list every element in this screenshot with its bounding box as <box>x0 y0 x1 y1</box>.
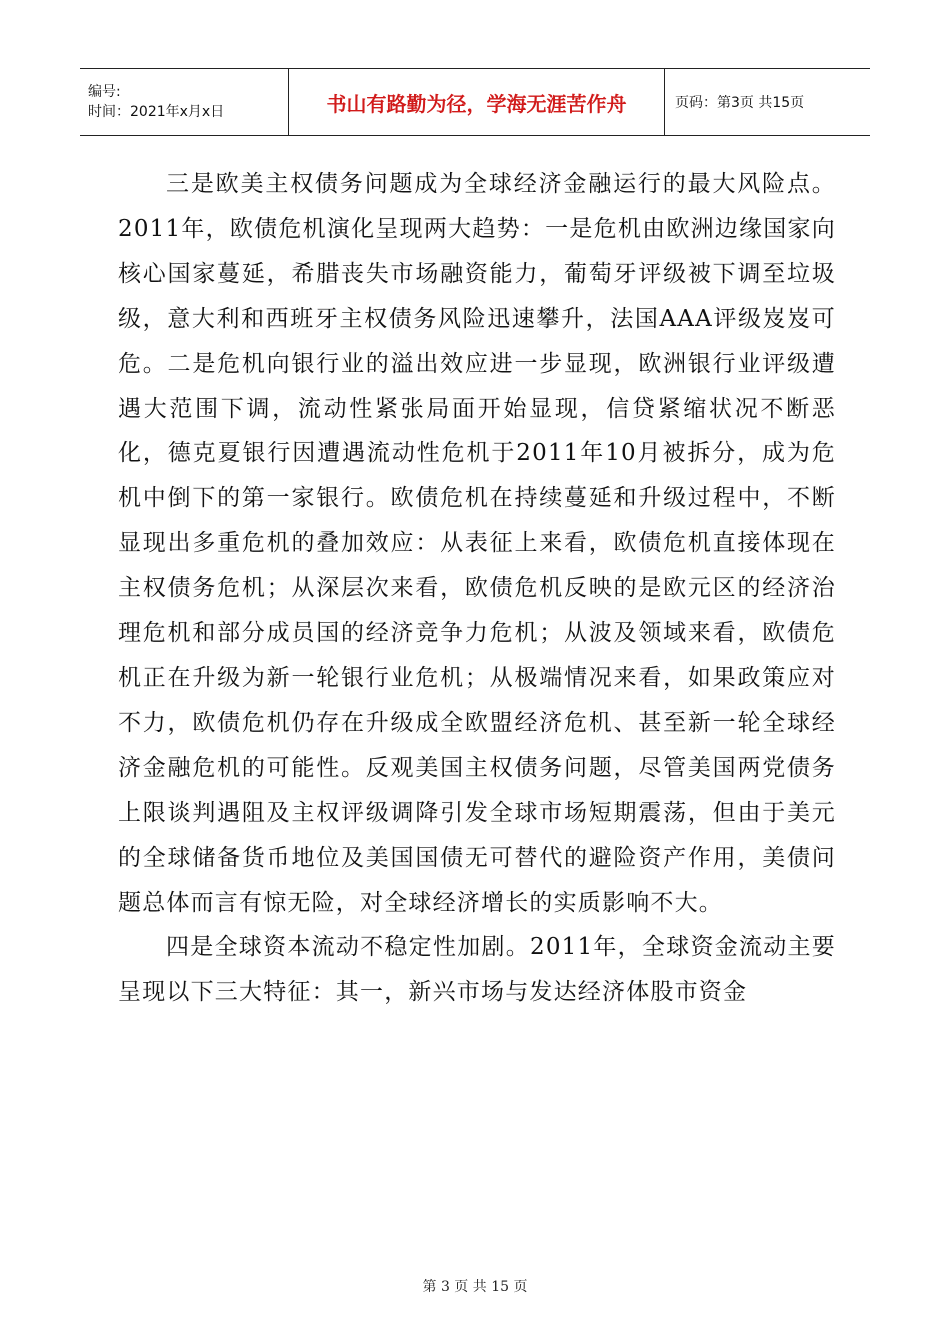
time-label: 时间：2021年x月x日 <box>88 104 225 120</box>
page-footer: 第 3 页 共 15 页 <box>422 1279 528 1295</box>
header-motto: 书山有路勤为径，学海无涯苦作舟 <box>289 69 665 135</box>
serial-number-label: 编号: <box>88 84 121 100</box>
paragraph: 四是全球资本流动不稳定性加剧。2011年，全球资金流动主要呈现以下三大特征：其一，新兴市场与发达经济体股市资金 <box>118 934 836 1006</box>
header-meta <box>80 69 289 135</box>
page-header <box>80 68 870 136</box>
header-page-info: 页码：第3页 共15页 <box>675 95 805 111</box>
paragraph: 三是欧美主权债务问题成为全球经济金融运行的最大风险点。2011年，欧债危机演化呈现两大趋势：一是危机由欧洲边缘国家向核心国家蔓延，希腊丧失市场融资能力，葡萄牙评级被下调至垃圾级，意大利和西班牙主权债务风险迅速攀升，法国AAA评级岌岌可危。二是危机向银行业的溢出效应进一步显现，欧洲银行业评级遭遇大范围下调，流动性紧张局面开始显现，信贷紧缩状况不断恶化，德克夏银行因遭遇流动性危机于2011年10月被拆分，成为危机中倒下的第一家银行。欧债危机在持续蔓延和升级过程中，不断显现出多重危机的叠加效应：从表征上来看，欧债危机直接体现在主权债务危机；从深层次来看，欧债危机反映的是欧元区的经济治理危机和部分成员国的经济竞争力危机；从波及领域来看，欧债危机正在升级为新一轮银行业危机；从极端情况来看，如果政策应对不力，欧债危机仍存在升级成全欧盟经济危机、甚至新一轮全球经济金融危机的可能性。反观美国主权债务问题，尽管美国两党债务上限谈判遇阻及主权评级调降引发全球市场短期震荡，但由于美元的全球储备货币地位及美国国债无可替代的避险资产作用，美债问题总体而言有惊无险，对全球经济增长的实质影响不大。 <box>118 171 836 916</box>
document-body <box>118 162 836 1015</box>
